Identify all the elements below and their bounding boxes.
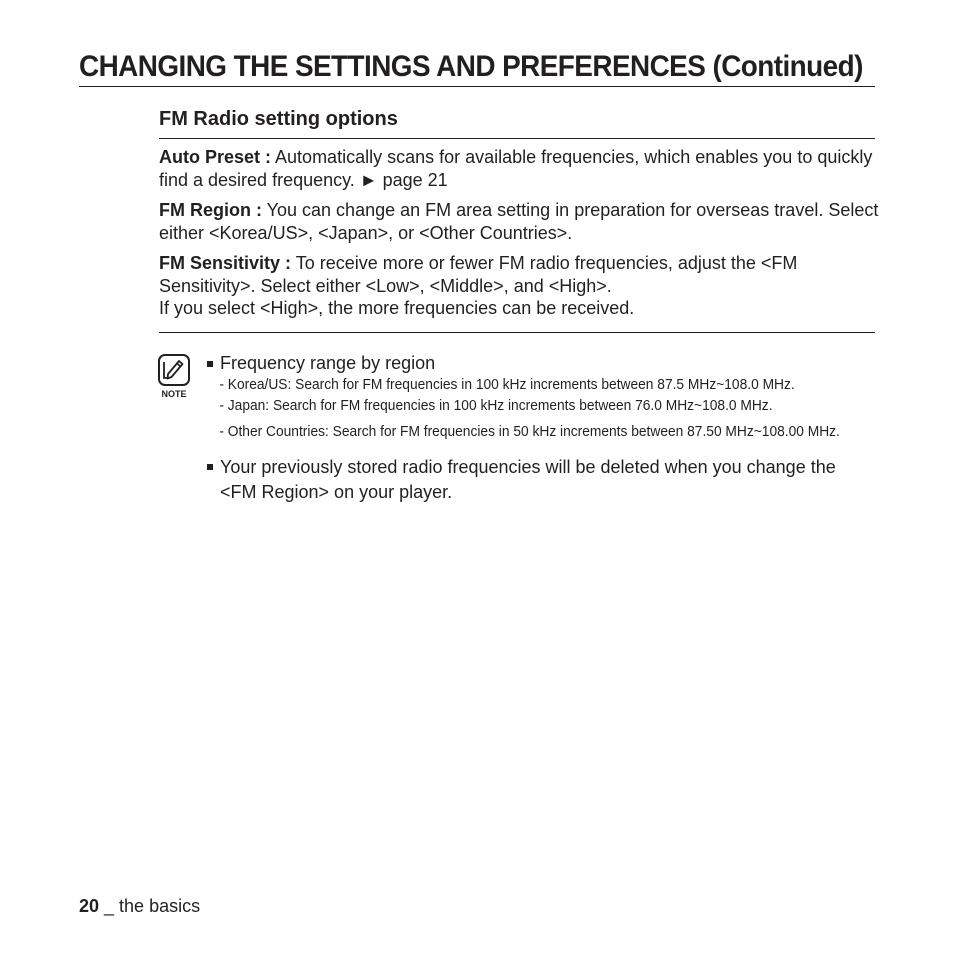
page-number: 20 bbox=[79, 896, 100, 916]
title-divider bbox=[79, 86, 875, 87]
region-range-japan: - Japan: Search for FM frequencies in 100 kHz increments between 76.0 MHz~108.0 MHz. bbox=[219, 398, 773, 414]
note-bullet-text: Frequency range by region bbox=[220, 353, 436, 373]
footer-section: _ the basics bbox=[99, 896, 201, 916]
section-divider bbox=[159, 138, 875, 139]
section-heading: FM Radio setting options bbox=[159, 108, 398, 130]
option-description: You can change an FM area setting in preparation for overseas travel. Select either <Korea/US>, <Japan>, or <Other Countries>. bbox=[159, 200, 879, 243]
option-label: FM Sensitivity : bbox=[159, 253, 292, 273]
options-bottom-divider bbox=[159, 332, 875, 333]
note-bullet bbox=[207, 455, 860, 505]
option-auto-preset bbox=[159, 146, 879, 191]
page-footer bbox=[79, 894, 200, 918]
note-pencil-icon bbox=[158, 354, 190, 402]
pencil-icon bbox=[160, 356, 188, 384]
option-fm-sensitivity bbox=[159, 252, 879, 320]
option-label: Auto Preset : bbox=[159, 147, 272, 167]
option-label: FM Region : bbox=[159, 200, 262, 220]
note-bullet-text: Your previously stored radio frequencies will be deleted when you change the <FM Region> on your player. bbox=[220, 457, 836, 502]
square-bullet-icon bbox=[207, 464, 213, 470]
options-list bbox=[159, 146, 879, 328]
note-icon-label: NOTE bbox=[161, 389, 187, 399]
note-content bbox=[207, 352, 887, 505]
option-description: To receive more or fewer FM radio frequencies, adjust the <FM Sensitivity>. Select either <Low>, <Middle>, and <High>. bbox=[159, 253, 798, 296]
note-bullet bbox=[207, 352, 887, 375]
note-icon-frame bbox=[158, 354, 190, 386]
region-range-other: - Other Countries: Search for FM frequencies in 50 kHz increments between 87.50 MHz~108.00 MHz. bbox=[219, 424, 840, 440]
option-fm-region bbox=[159, 199, 879, 244]
option-extra-note: If you select <High>, the more frequencies can be received. bbox=[159, 298, 635, 318]
region-range-korea: - Korea/US: Search for FM frequencies in 100 kHz increments between 87.5 MHz~108.0 MHz. bbox=[219, 377, 795, 393]
square-bullet-icon bbox=[207, 361, 213, 367]
option-description: Automatically scans for available frequencies, which enables you to quickly find a desired frequency. ► page 21 bbox=[159, 147, 873, 190]
page-title: CHANGING THE SETTINGS AND PREFERENCES (Continued) bbox=[79, 50, 863, 83]
